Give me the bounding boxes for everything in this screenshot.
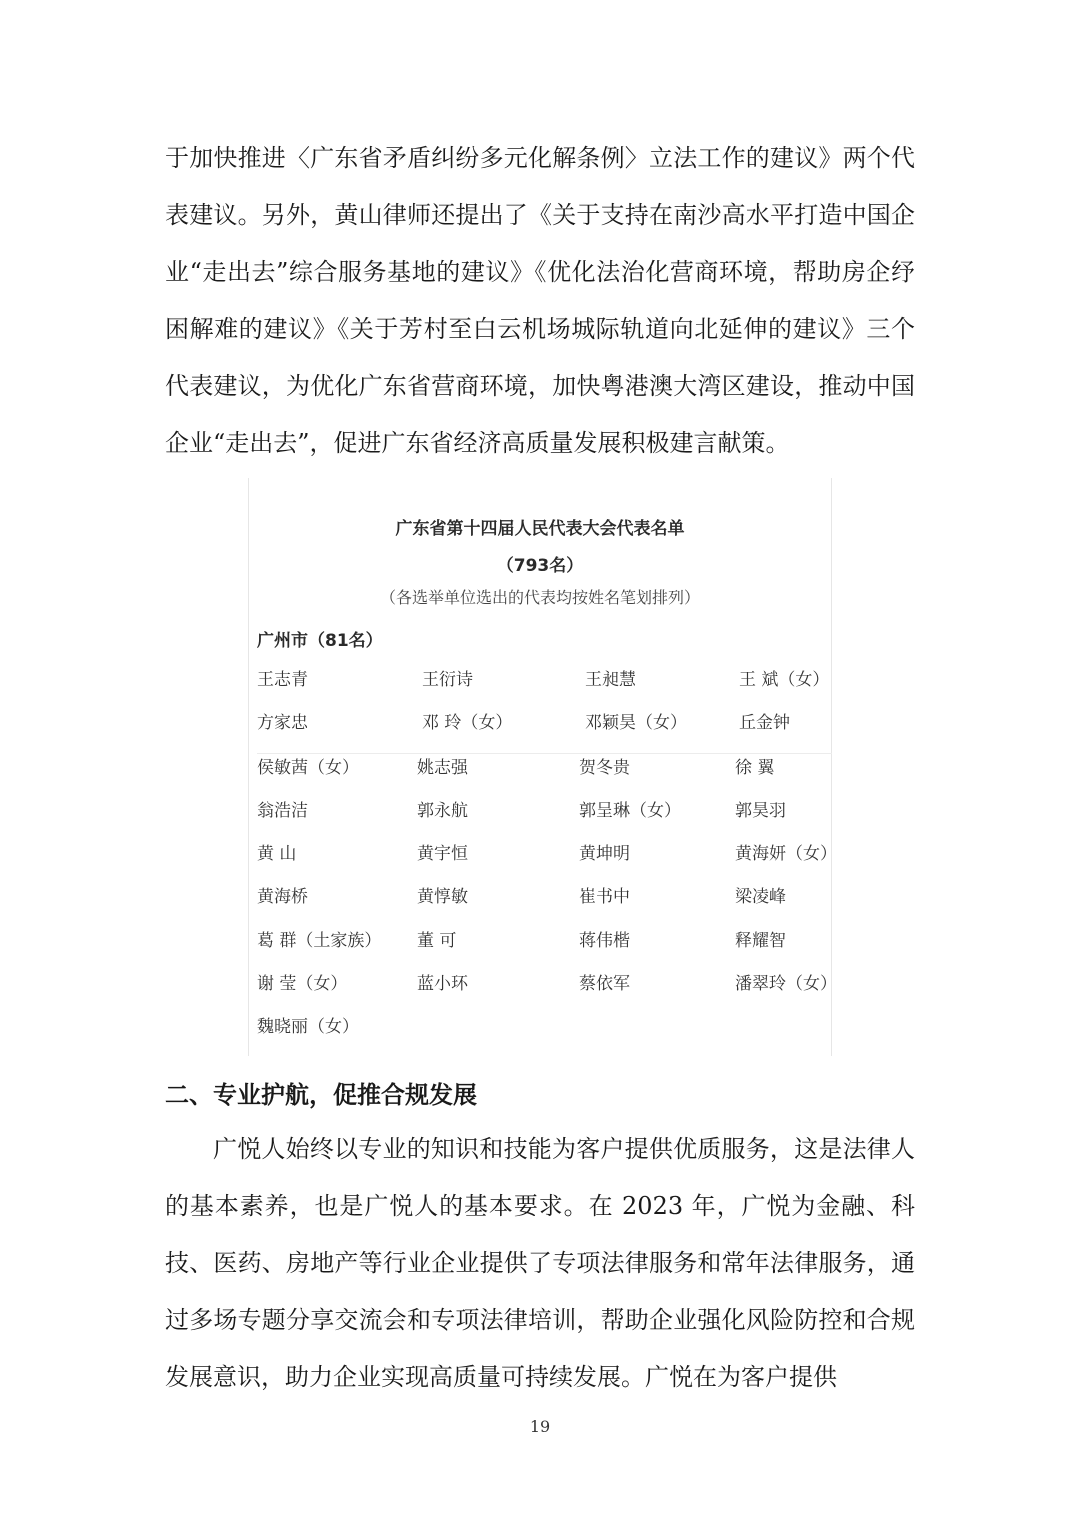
name-cell: 郭永航 (417, 800, 468, 821)
name-cell: 释耀智 (735, 930, 786, 951)
name-cell: 葛 群（土家族） (257, 930, 382, 951)
name-cell: 王志青 (257, 670, 308, 690)
name-cell: 董 可 (417, 930, 457, 951)
name-cell: 邓颖昊（女） (585, 713, 687, 734)
name-cell: 黄坤明 (579, 844, 630, 865)
name-cell: 郭昊羽 (735, 800, 786, 821)
page-number: 19 (529, 1417, 551, 1436)
name-cell: 徐 翼 (735, 757, 775, 778)
name-cell: 郭呈琳（女） (579, 800, 681, 821)
section-heading: 二、专业护航，促推合规发展 (165, 1080, 477, 1109)
body-paragraph: 于加快推进〈广东省矛盾纠纷多元化解条例〉立法工作的建议》两个代表建议。另外，黄山律师还提出了《关于支持在南沙高水平打造中国企业“走出去”综合服务基地的建议》《优化法治化营商环境，帮助房企纾困解难的建议》《关于芳村至白云机场城际轨道向北延伸的建议》三个代表建议，为优化广东省营商环境，加快粤港澳大湾区建设，推动中国企业“走出去”，促进广东省经济高质量发展积极建言献策。 (165, 144, 915, 457)
name-cell: 邓 玲（女） (422, 713, 513, 734)
name-cell: 谢 莹（女） (257, 974, 348, 995)
name-cell: 丘金钟 (739, 713, 790, 734)
name-row (257, 709, 832, 752)
name-row (257, 666, 832, 709)
name-cell: 黄宇恒 (417, 844, 468, 865)
name-cell: 蒋伟楷 (579, 930, 630, 951)
name-cell: 黄惇敏 (417, 887, 468, 908)
representative-list-image (248, 478, 837, 1056)
list-note: （各选举单位选出的代表均按姓名笔划排列） (379, 588, 700, 607)
name-cell: 翁浩洁 (257, 800, 308, 821)
name-cell: 黄海桥 (257, 887, 308, 908)
name-cell: 蓝小环 (417, 974, 468, 995)
name-grid (257, 666, 837, 1057)
name-row (257, 753, 832, 797)
name-row (257, 883, 832, 926)
city-heading: 广州市（81名） (257, 631, 383, 651)
list-title: 广东省第十四届人民代表大会代表名单 (395, 519, 685, 539)
name-cell: 魏晓丽（女） (257, 1017, 359, 1038)
name-row (257, 927, 832, 970)
list-count: （793名） (496, 556, 584, 576)
name-cell: 梁凌峰 (735, 887, 786, 908)
name-row (257, 797, 832, 840)
name-cell: 蔡依军 (579, 974, 630, 995)
name-cell: 侯敏茜（女） (257, 757, 359, 778)
name-cell: 潘翠玲（女） (735, 974, 837, 995)
name-row (257, 1013, 832, 1056)
name-cell: 贺冬贵 (579, 757, 630, 778)
name-cell: 崔书中 (579, 887, 630, 908)
name-cell: 王昶慧 (585, 670, 636, 690)
name-row (257, 970, 837, 1013)
name-cell: 黄海妍（女） (735, 844, 837, 865)
name-cell: 黄 山 (257, 844, 297, 865)
name-cell: 王衍诗 (422, 670, 473, 690)
name-cell: 王 斌（女） (739, 670, 830, 690)
name-cell: 方家忠 (257, 713, 308, 734)
body-paragraph: 广悦人始终以专业的知识和技能为客户提供优质服务，这是法律人的基本素养，也是广悦人的基本要求。在 2023 年，广悦为金融、科技、医药、房地产等行业企业提供了专项法律服务和常年法律服务，通过多场专题分享交流会和专项法律培训，帮助企业强化风险防控和合规发展意识，助力企业实现高质量可持续发展。广悦在为客户提供 (165, 1135, 915, 1391)
name-row (257, 840, 837, 883)
name-cell: 姚志强 (417, 757, 468, 778)
